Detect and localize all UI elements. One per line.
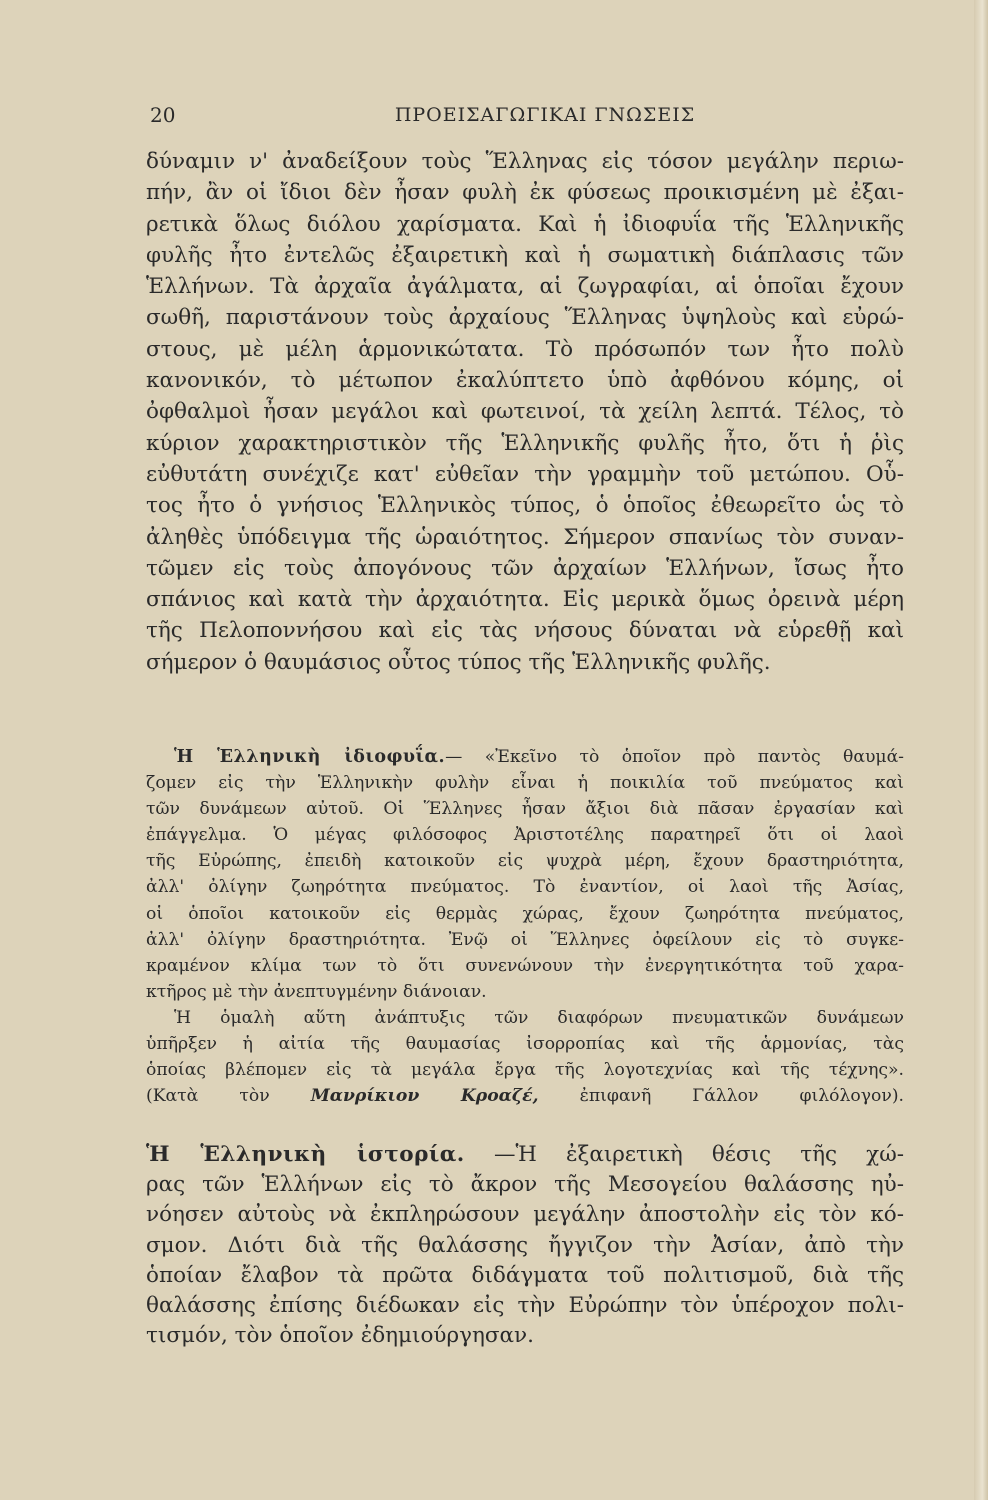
- text-line: ὀφθαλμοὶ ἦσαν μεγάλοι καὶ φωτεινοί, τὰ χείλη λεπτά. Τέλος, τὸ: [146, 399, 904, 425]
- text-line: ὁποίας βλέπομεν εἰς τὰ μεγάλα ἔργα τῆς λογοτεχνίας καὶ τῆς τέχνης».: [146, 1060, 904, 1081]
- history-first-line: [146, 1140, 904, 1170]
- text-line: ζομεν εἰς τὴν Ἑλληνικὴν φυλὴν εἶναι ἡ ποικιλία τοῦ πνεύματος καὶ: [146, 773, 904, 794]
- text-line: οἱ ὁποῖοι κατοικοῦν εἰς θερμὰς χώρας, ἔχουν ζωηρότητα πνεύματος,: [146, 903, 904, 924]
- page-edge: [974, 0, 988, 1500]
- text-line: ἐπάγγελμα. Ὁ μέγας φιλόσοφος Ἀριστοτέλης παρατηρεῖ ὅτι οἱ λαοὶ: [146, 825, 904, 846]
- attribution-prefix: (Κατὰ τὸν: [146, 1086, 270, 1107]
- text-line: Ἑλλήνων. Τὰ ἀρχαῖα ἀγάλματα, αἱ ζωγραφίαι, αἱ ὁποῖαι ἔχουν: [146, 274, 904, 300]
- text-line: ρετικὰ ὅλως διόλου χαρίσματα. Καὶ ἡ ἰδιοφυΐα τῆς Ἑλληνικῆς: [146, 211, 904, 237]
- text-line: ὑπῆρξεν ἡ αἰτία τῆς θαυμασίας ἰσορροπίας καὶ τῆς ἁρμονίας, τὰς: [146, 1034, 904, 1055]
- running-title: ΠΡΟΕΙΣΑΓΩΓΙΚΑΙ ΓΝΩΣΕΙΣ: [394, 104, 696, 126]
- text-line: ὁποίαν ἔλαβον τὰ πρῶτα διδάγματα τοῦ πολιτισμοῦ, διὰ τῆς: [146, 1262, 904, 1288]
- text-line: κραμένον κλίμα των τὸ ὅτι συνενώνουν τὴν ἐνεργητικότητα τοῦ χαρα-: [146, 955, 904, 976]
- attribution-suffix: ἐπιφανῆ Γάλλον φιλόλογον).: [579, 1086, 904, 1107]
- section-heading: Ἡ Ἑλληνικὴ ἰδιοφυΐα.: [174, 747, 446, 767]
- section-heading: Ἡ Ἑλληνικὴ ἱστορία.: [146, 1142, 465, 1167]
- text-line: τῆς Εὐρώπης, ἐπειδὴ κατοικοῦν εἰς ψυχρὰ μέρη, ἔχουν δραστηριότητα,: [146, 851, 904, 872]
- text-line: στους, μὲ μέλη ἁρμονικώτατα. Τὸ πρόσωπόν των ἦτο πολὺ: [146, 336, 904, 362]
- text-line: σμον. Διότι διὰ τῆς θαλάσσης ἤγγιζον τὴν Ἀσίαν, ἀπὸ τὴν: [146, 1232, 904, 1258]
- attribution: [146, 1083, 904, 1109]
- history-section: [146, 1140, 904, 1351]
- attribution-name: Μανρίκιον Κροαζέ,: [310, 1086, 539, 1107]
- text-line: κτῆρος μὲ τὴν ἀνεπτυγμένην διάνοιαν.: [146, 981, 487, 1002]
- history-first-line-text: —Ἡ ἐξαιρετικὴ θέσις τῆς χώ-: [493, 1142, 904, 1167]
- quote-first-line: [146, 744, 904, 770]
- text-line: κύριον χαρακτηριστικὸν τῆς Ἑλληνικῆς φυλῆς ἦτο, ὅτι ἡ ῥὶς: [146, 430, 904, 456]
- text-line: τος ἦτο ὁ γνήσιος Ἑλληνικὸς τύπος, ὁ ὁποῖος ἐθεωρεῖτο ὡς τὸ: [146, 493, 904, 519]
- text-line: τῶν δυνάμεων αὐτοῦ. Οἱ Ἕλληνες ἦσαν ἄξιοι διὰ πᾶσαν ἐργασίαν καὶ: [146, 799, 904, 820]
- text-line: σωθῆ, παριστάνουν τοὺς ἀρχαίους Ἕλληνας ὑψηλοὺς καὶ εὐρώ-: [146, 305, 904, 331]
- text-line: Ἡ ὁμαλὴ αὕτη ἀνάπτυξις τῶν διαφόρων πνευματικῶν δυνάμεων: [174, 1007, 904, 1028]
- text-line: σήμερον ὁ θαυμάσιος οὗτος τύπος τῆς Ἑλληνικῆς φυλῆς.: [146, 649, 771, 675]
- quote-first-line-text: — «Ἐκεῖνο τὸ ὁποῖον πρὸ παντὸς θαυμά-: [445, 747, 904, 767]
- page-number: 20: [150, 103, 176, 127]
- text-line: νόησεν αὐτοὺς νὰ ἐκπληρώσουν μεγάλην ἀποστολὴν εἰς τὸν κό-: [146, 1202, 904, 1228]
- text-line: πήν, ἂν οἱ ἴδιοι δὲν ἦσαν φυλὴ ἐκ φύσεως προικισμένη μὲ ἐξαι-: [146, 180, 904, 206]
- text-line: τισμόν, τὸν ὁποῖον ἐδημιούργησαν.: [146, 1323, 534, 1349]
- text-line: τῆς Πελοποννήσου καὶ εἰς τὰς νήσους δύναται νὰ εὑρεθῇ καὶ: [146, 618, 904, 644]
- text-line: θαλάσσης ἐπίσης διέδωκαν εἰς τὴν Εὐρώπην τὸν ὑπέροχον πολι-: [146, 1293, 904, 1319]
- text-line: ἀλλ' ὀλίγην δραστηριότητα. Ἐνῷ οἱ Ἕλληνες ὀφείλουν εἰς τὸ συγκε-: [146, 929, 904, 950]
- quote-section: [146, 744, 904, 1109]
- text-line: φυλῆς ἦτο ἐντελῶς ἐξαιρετικὴ καὶ ἡ σωματικὴ διάπλασις τῶν: [146, 242, 904, 268]
- text-line: δύναμιν ν' ἀναδείξουν τοὺς Ἕλληνας εἰς τόσον μεγάλην περιω-: [146, 149, 904, 174]
- text-line: ἀληθὲς ὑπόδειγμα τῆς ὡραιότητος. Σήμερον σπανίως τὸν συναν-: [146, 524, 904, 550]
- text-line: κανονικόν, τὸ μέτωπον ἐκαλύπτετο ὑπὸ ἀφθόνου κόμης, οἱ: [146, 368, 904, 394]
- text-line: ρας τῶν Ἑλλήνων εἰς τὸ ἄκρον τῆς Μεσογείου θαλάσσης ηὐ-: [146, 1172, 904, 1198]
- running-head: [150, 100, 900, 130]
- main-paragraph: [146, 146, 904, 678]
- text-line: εὐθυτάτη συνέχιζε κατ' εὐθεῖαν τὴν γραμμὴν τοῦ μετώπου. Οὗ-: [146, 461, 904, 487]
- text-line: σπάνιος καὶ κατὰ τὴν ἀρχαιότητα. Εἰς μερικὰ ὅμως ὀρεινὰ μέρη: [146, 587, 904, 613]
- text-line: τῶμεν εἰς τοὺς ἀπογόνους τῶν ἀρχαίων Ἑλλήνων, ἴσως ἦτο: [146, 555, 904, 581]
- text-line: ἀλλ' ὀλίγην ζωηρότητα πνεύματος. Τὸ ἐναντίον, οἱ λαοὶ τῆς Ἀσίας,: [146, 877, 904, 898]
